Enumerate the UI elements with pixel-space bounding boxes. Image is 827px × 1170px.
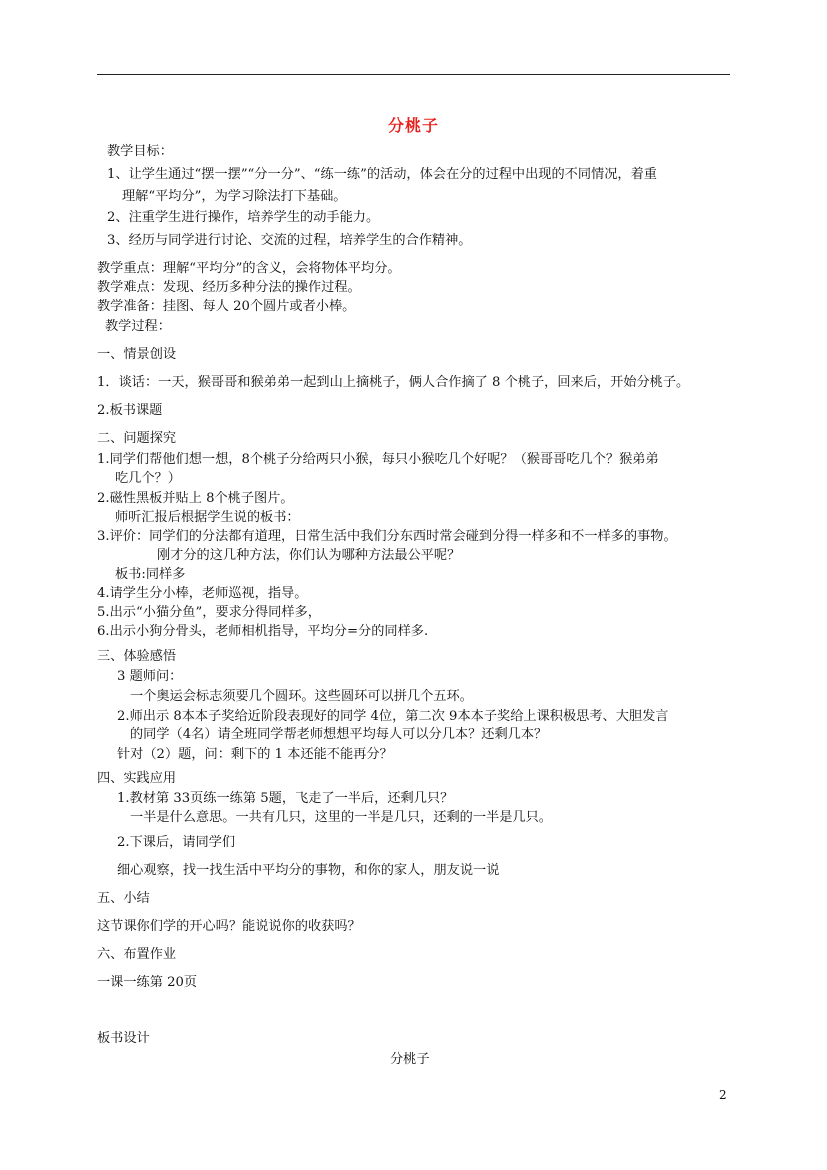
text-line: 6.出示小狗分骨头，老师相机指导，平均分=分的同样多.: [97, 624, 429, 639]
text-line: 一课一练第 20页: [97, 975, 198, 990]
text-line: 吃几个？）: [115, 471, 181, 486]
text-line: 2、注重学生进行操作，培养学生的动手能力。: [107, 210, 380, 225]
section-heading: 三、体验感悟: [97, 649, 177, 664]
section-heading: 五、小结: [97, 891, 150, 906]
text-line: 师听汇报后根据学生说的板书：: [115, 510, 300, 525]
text-line: 1.教材第 33页练一练第 5题，飞走了一半后，还剩几只？: [117, 791, 454, 806]
section-heading: 二、问题探究: [97, 431, 177, 446]
text-line: 一半是什么意思。一共有几只，这里的一半是几只，还剩的一半是几只。: [130, 810, 552, 825]
text-line: 教学过程：: [105, 319, 171, 334]
text-line: 5.出示“小猫分鱼”，要求分得同样多，: [97, 605, 321, 620]
text-line: 理解“平均分”，为学习除法打下基础。: [122, 189, 347, 204]
text-line: 1．谈话：一天，猴哥哥和猴弟弟一起到山上摘桃子，俩人合作摘了 8 个桃子，回来后，开始分桃子。: [97, 375, 690, 390]
text-line: 教学目标：: [107, 144, 173, 159]
text-line: 教学难点：发现、经历多种分法的操作过程。: [97, 280, 361, 295]
doc-title: 分桃子: [387, 116, 439, 135]
text-line: 3 题师问：: [117, 669, 183, 684]
text-line: 针对（2）题，问：剩下的 1 本还能不能再分？: [117, 747, 393, 762]
text-line: 教学重点：理解“平均分”的含义，会将物体平均分。: [97, 261, 401, 276]
text-line: 板书设计: [97, 1031, 150, 1046]
page-number: 2: [719, 1088, 727, 1102]
section-heading: 六、布置作业: [97, 947, 177, 962]
text-line: 这节课你们学的开心吗？能说说你的收获吗？: [97, 919, 361, 934]
text-line: 2.师出示 8本本子奖给近阶段表现好的同学 4位，第二次 9本本子奖给上课积极思考、大胆发言: [117, 709, 669, 724]
text-line: 3、经历与同学进行讨论、交流的过程，培养学生的合作精神。: [107, 233, 472, 248]
text-line: 细心观察，找一找生活中平均分的事物，和你的家人，朋友说一说: [117, 863, 500, 878]
section-heading: 一、情景创设: [97, 347, 177, 362]
text-line: 1.同学们帮他们想一想，8个桃子分给两只小猴，每只小猴吃几个好呢？（猴哥哥吃几个？猴弟弟: [97, 452, 659, 467]
text-line: 一个奥运会标志须要几个圆环。这些圆环可以拼几个五环。: [130, 689, 473, 704]
text-line: 4.请学生分小棒，老师巡视，指导。: [97, 586, 308, 601]
text-line: 2.下课后，请同学们: [117, 835, 236, 850]
text-line: 3.评价：同学们的分法都有道理，日常生活中我们分东西时常会碰到分得一样多和不一样多的事物。: [97, 529, 677, 544]
section-heading: 四、实践应用: [97, 771, 177, 786]
text-line: 1、让学生通过“摆一摆”“分一分”、“练一练”的活动，体会在分的过程中出现的不同情况，着重: [107, 167, 657, 182]
text-line: 刚才分的这几种方法，你们认为哪种方法最公平呢？: [157, 548, 461, 563]
header-rule: [97, 74, 730, 75]
text-line: 2.板书课题: [97, 403, 163, 418]
text-line: 教学准备：挂图、每人 20个圆片或者小棒。: [97, 299, 356, 314]
text-line: 板书:同样多: [115, 567, 186, 582]
text-line: 的同学（4名）请全班同学帮老师想想平均每人可以分几本？还剩几本？: [130, 727, 548, 742]
text-line: 2.磁性黑板并贴上 8个桃子图片。: [97, 491, 294, 506]
board-title: 分桃子: [390, 1052, 430, 1067]
